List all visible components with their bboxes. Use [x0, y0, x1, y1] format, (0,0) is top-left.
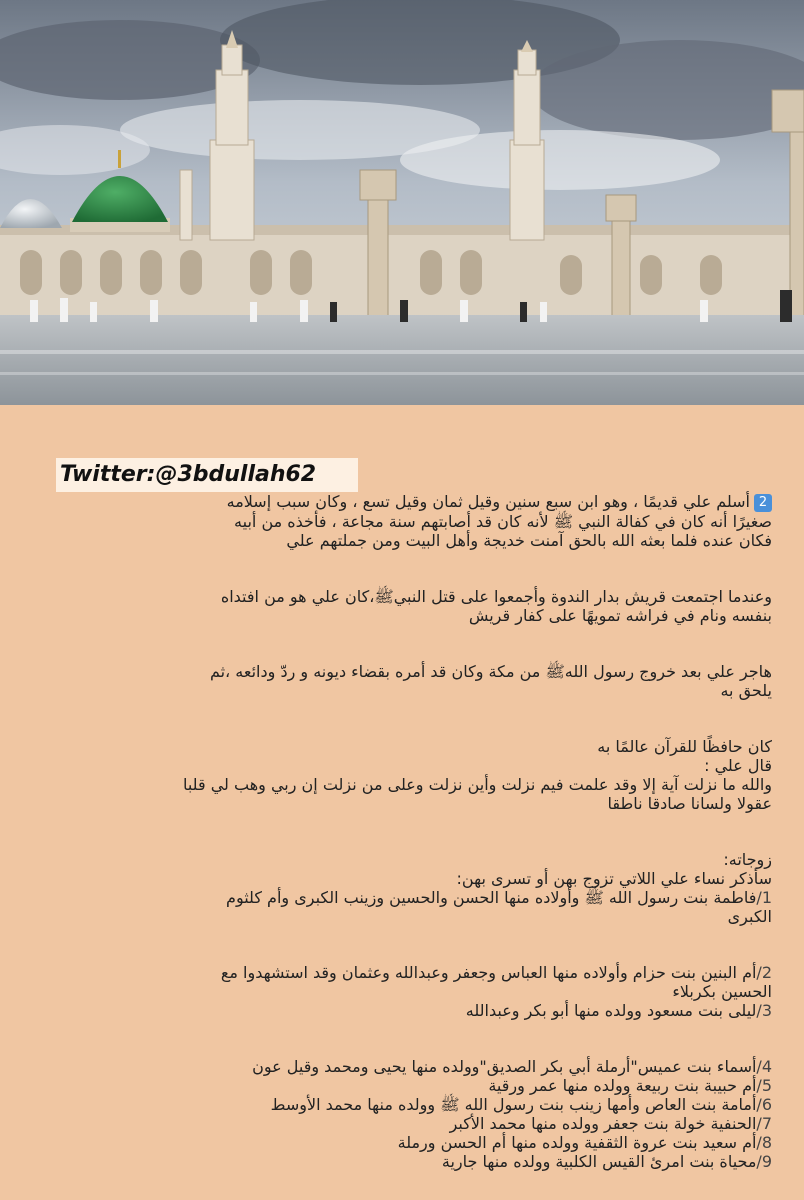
paragraph-conversion-line-3: فكان عنده فلما بعثه الله بالحق آمنت خديجة وأهل البيت ومن جملتهم علي — [286, 530, 772, 550]
paragraph-migration-line-2: يلحق به — [720, 680, 772, 700]
paragraph-conversion-line-2: صغيرًا أنه كان في كفالة النبي ﷺ لأنه كان قد أصابتهم سنة مجاعة ، فأخذه من أبيه — [234, 511, 772, 531]
paragraph-quran-line-3: والله ما نزلت آية إلا وقد علمت فيم نزلت وأين نزلت وعلى من نزلت إن ربي وهب لي قلبا — [182, 774, 772, 794]
wives-intro: سأذكر نساء علي اللاتي تزوج بهن أو تسرى بهن: — [456, 868, 772, 888]
wife-item-1-cont: الكبرى — [727, 906, 772, 926]
wife-item-4: 4/أسماء بنت عميس"أرملة أبي بكر الصديق"وولده منها يحيى ومحمد وقيل عون — [252, 1056, 772, 1076]
wife-item-5: 5/أم حبيبة بنت ربيعة وولده منها عمر ورقية — [488, 1075, 772, 1095]
wife-item-1: 1/فاطمة بنت رسول الله ﷺ وأولاده منها الحسن والحسين وزينب الكبرى وأم كلثوم — [226, 887, 772, 907]
paragraph-quran-line-1: كان حافظًا للقرآن عالمًا به — [597, 736, 772, 756]
wife-item-2: 2/أم البنين بنت حزام وأولاده منها العباس وجعفر وعبدالله وعثمان وقد استشهدوا مع — [220, 962, 772, 982]
wife-item-6: 6/أمامة بنت العاص وأمها زينب بنت رسول الله ﷺ وولده منها محمد الأوسط — [270, 1094, 772, 1114]
twitter-handle: Twitter:@3bdullah62 — [56, 458, 358, 492]
paragraph-quran-line-4: عقولا ولسانا صادقا ناطقا — [607, 793, 772, 813]
paragraph-hijra-night-line-2: بنفسه ونام في فراشه تمويهًا على كفار قريش — [468, 605, 772, 625]
wife-item-3: 3/ليلى بنت مسعود وولده منها أبو بكر وعبدالله — [465, 1000, 772, 1020]
paragraph-migration-line-1: هاجر علي بعد خروج رسول اللهﷺ من مكة وكان قد أمره بقضاء ديونه و ردّ ودائعه ،ثم — [209, 661, 772, 681]
paragraph-hijra-night-line-1: وعندما اجتمعت قريش بدار الندوة وأجمعوا على قتل النبيﷺ،كان علي هو من افتداه — [220, 586, 772, 606]
paragraph-quran-line-2: قال علي : — [704, 755, 772, 775]
wife-item-8: 8/أم سعيد بنت عروة الثقفية وولده منها أم الحسن ورملة — [397, 1132, 772, 1152]
wife-item-7: 7/الحنفية خولة بنت جعفر وولده منها محمد الأكبر — [449, 1113, 772, 1133]
mosque-illustration — [0, 0, 804, 405]
mosque-photo — [0, 0, 804, 405]
paragraph-conversion-line-1: 2أسلم علي قديمًا ، وهو ابن سبع سنين وقيل ثمان وقيل تسع ، وكان سبب إسلامه — [20, 492, 772, 512]
wife-item-2-cont: الحسين بكربلاء — [672, 981, 772, 1001]
wives-heading: زوجاته: — [723, 849, 772, 869]
article-body — [20, 492, 772, 1171]
wife-item-9: 9/محياة بنت امرئ القيس الكلبية وولده منها جارية — [441, 1151, 772, 1171]
keycap-badge: 2 — [754, 494, 772, 512]
